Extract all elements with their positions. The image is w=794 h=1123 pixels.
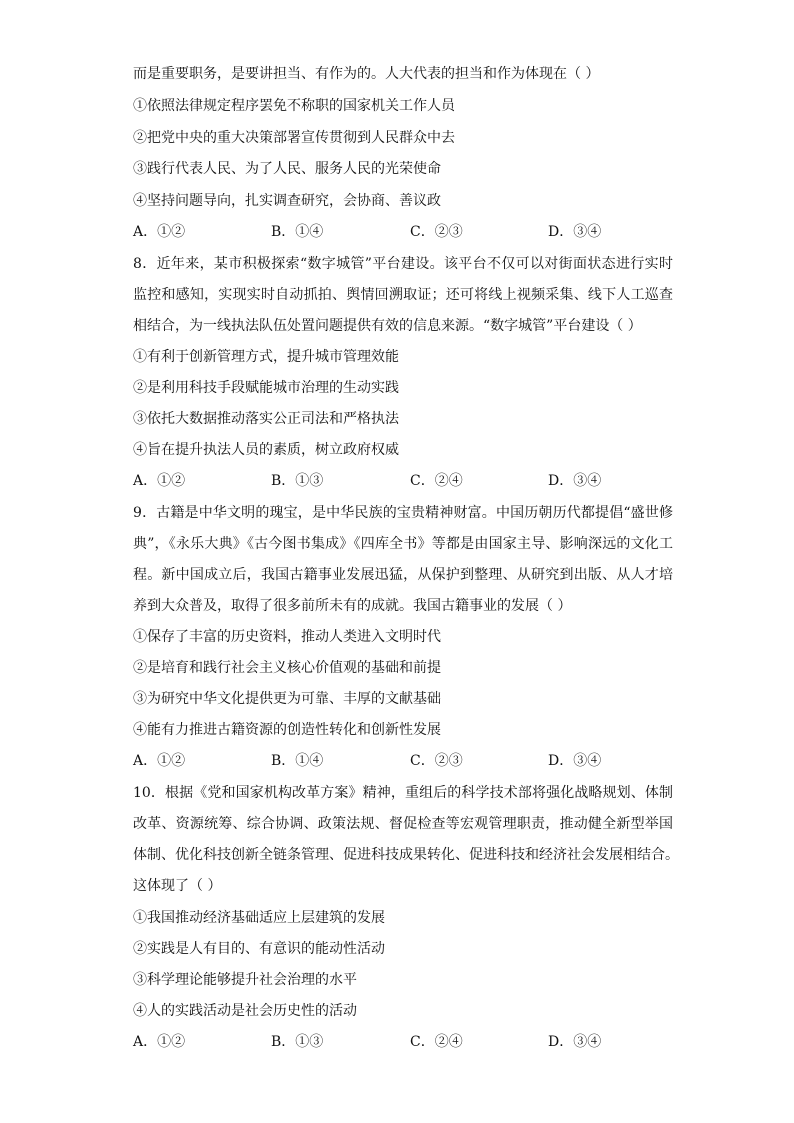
q9-stem-line-2: 典”，《永乐大典》《古今图书集成》《四库全书》等都是由国家主导、影响深远的文化工 [133,536,673,552]
q9-statement-2: ②是培育和践行社会主义核心价值观的基础和前提 [133,660,441,676]
q9-statement-4: ④能有力推进古籍资源的创造性转化和创新性发展 [133,722,441,738]
q7-option-c[interactable]: C．②③ [410,224,463,240]
q8-statement-3: ③依托大数据推动落实公正司法和严格执法 [133,411,399,427]
q7-statement-2: ②把党中央的重大决策部署宣传贯彻到人民群众中去 [133,130,455,146]
q8-option-c[interactable]: C．②④ [410,473,463,489]
q7-statement-1: ①依照法律规定程序罢免不称职的国家机关工作人员 [133,98,455,114]
q7-statement-3: ③践行代表人民、为了人民、服务人民的光荣使命 [133,161,441,177]
q10-stem-line-4: 这体现了（ ） [133,878,222,894]
q8-statement-4: ④旨在提升执法人员的素质，树立政府权威 [133,442,399,458]
q7-option-d[interactable]: D．③④ [548,224,602,240]
q9-statement-3: ③为研究中华文化提供更为可靠、丰厚的文献基础 [133,691,441,707]
q10-option-b[interactable]: B．①③ [271,1034,324,1050]
q10-option-a[interactable]: A．①② [133,1034,186,1050]
q10-options [133,1032,673,1052]
q10-stem-line-2: 改革、资源统筹、综合协调、政策法规、督促检查等宏观管理职责，推动健全新型举国 [133,816,673,832]
q9-stem-line-3: 程。新中国成立后，我国古籍事业发展迅猛，从保护到整理、从研究到出版、从人才培 [133,567,673,583]
q8-options [133,471,673,491]
q10-statement-2: ②实践是人有目的、有意识的能动性活动 [133,941,385,957]
q8-stem-line-1: 8．近年来，某市积极探索“数字城管”平台建设。该平台不仅可以对街面状态进行实时 [133,256,673,272]
q8-option-b[interactable]: B．①③ [271,473,324,489]
q9-option-b[interactable]: B．①④ [271,753,324,769]
q10-stem-line-3: 体制、优化科技创新全链条管理、促进科技成果转化、促进科技和经济社会发展相结合。 [133,847,679,863]
q8-option-d[interactable]: D．③④ [548,473,602,489]
q9-option-a[interactable]: A．①② [133,753,186,769]
q9-option-c[interactable]: C．②③ [410,753,463,769]
q10-statement-4: ④人的实践活动是社会历史性的活动 [133,1003,357,1019]
q8-stem-line-3: 相结合，为一线执法队伍处置问题提供有效的信息来源。“数字城管”平台建设（ ） [133,318,642,334]
q7-options [133,222,673,242]
q8-statement-1: ①有利于创新管理方式，提升城市管理效能 [133,349,399,365]
q7-option-b[interactable]: B．①④ [271,224,324,240]
q9-stem-line-1: 9．古籍是中华文明的瑰宝，是中华民族的宝贵精神财富。中国历朝历代都提倡“盛世修 [133,505,673,521]
q10-stem-line-1: 10．根据《党和国家机构改革方案》精神，重组后的科学技术部将强化战略规划、体制 [133,785,673,801]
q9-statement-1: ①保存了丰富的历史资料，推动人类进入文明时代 [133,629,441,645]
q10-statement-1: ①我国推动经济基础适应上层建筑的发展 [133,910,385,926]
q10-statement-3: ③科学理论能够提升社会治理的水平 [133,972,357,988]
q9-option-d[interactable]: D．③④ [548,753,602,769]
q9-stem-line-4: 养到大众普及，取得了很多前所未有的成就。我国古籍事业的发展（ ） [133,598,572,614]
q8-option-a[interactable]: A．①② [133,473,186,489]
q10-option-d[interactable]: D．③④ [548,1034,602,1050]
q10-option-c[interactable]: C．②④ [410,1034,463,1050]
q9-options [133,751,673,771]
q7-option-a[interactable]: A．①② [133,224,186,240]
q7-statement-4: ④坚持问题导向，扎实调查研究，会协商、善议政 [133,193,441,209]
q8-stem-line-2: 监控和感知，实现实时自动抓拍、舆情回溯取证；还可将线上视频采集、线下人工巡查 [133,287,673,303]
q8-statement-2: ②是利用科技手段赋能城市治理的生动实践 [133,380,399,396]
q7-stem-end: 而是重要职务，是要讲担当、有作为的。人大代表的担当和作为体现在（ ） [133,66,600,82]
